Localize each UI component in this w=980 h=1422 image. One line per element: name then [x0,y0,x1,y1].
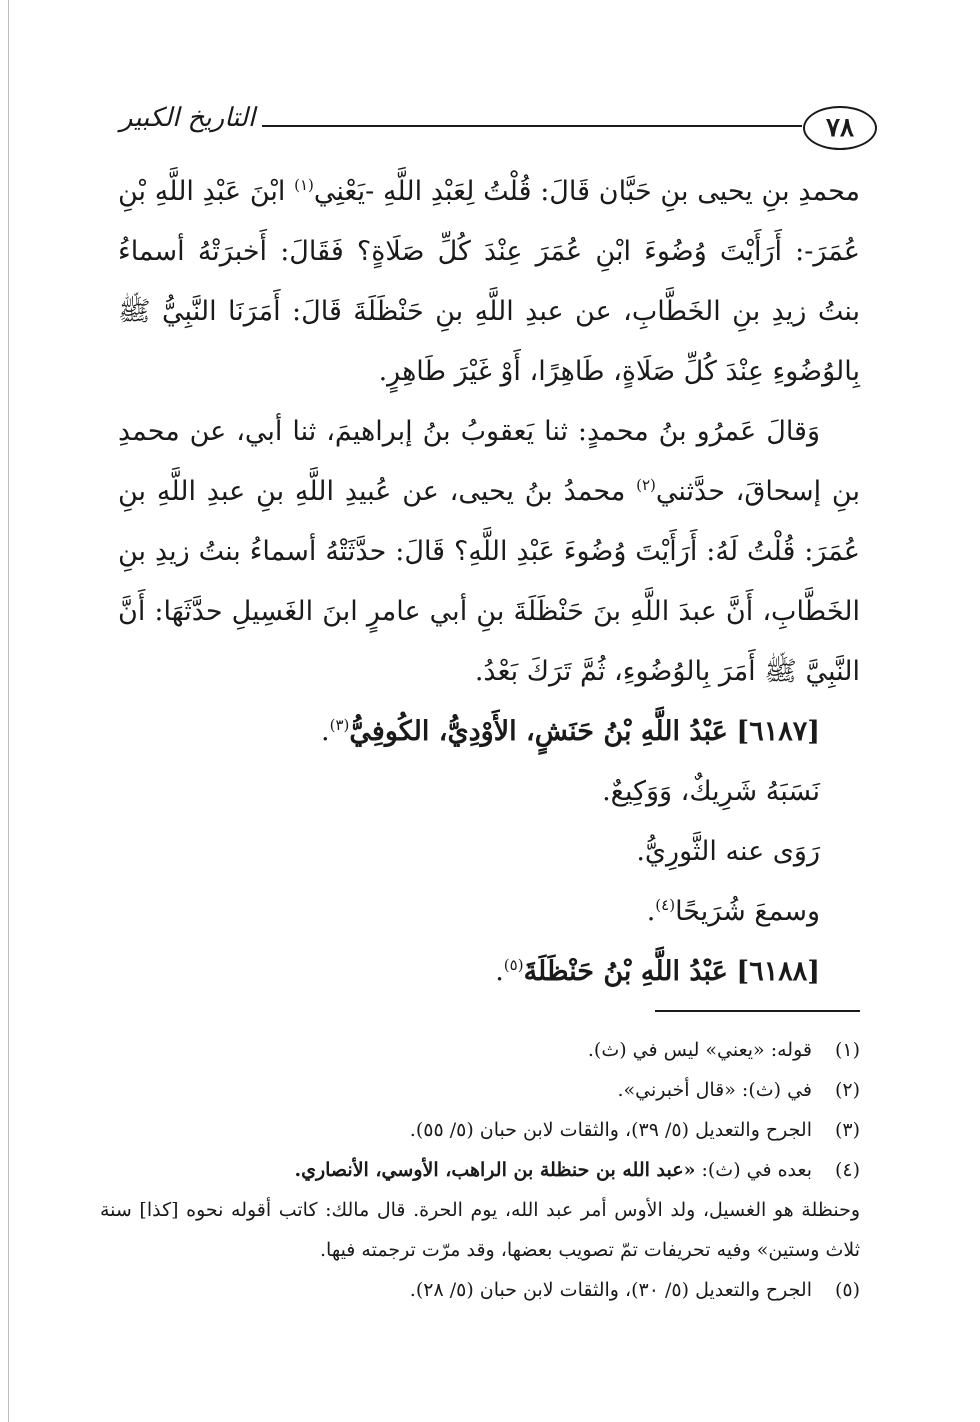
footnote-text: في (ث): «قال أخبرني». [617,1079,812,1101]
entry-6188 [118,942,820,1002]
footnote-text [100,1150,812,1190]
paragraph-2-text-b: محمدُ بنُ يحيى، عن عُبيدِ اللَّهِ بنِ عبدِ اللَّهِ بنِ عُمَرَ: قُلْتُ لَهُ: أَرَأَيْتَ وُضُوءَ عَبْدِ اللَّهِ؟ قَالَ: حدَّثَتْهُ أسماءُ بنتُ زيدِ بنِ الخَطَّابِ، أَنَّ عبدَ اللَّهِ بنَ حَنْظَلَةَ بنِ أبي عامرٍ ابنَ الغَسِيلِ حدَّثَهَا: أَنَّ النَّبِيَّ ﷺ أَمَرَ بِالوُضُوءِ، ثُمَّ تَرَكَ بَعْدُ. [118,476,860,687]
footnotes [100,1030,860,1310]
entry-6187-end: . [321,716,330,747]
paragraph-2 [118,402,860,702]
entry-line-3-end: . [646,896,656,927]
page-edge-line [8,0,9,1422]
entry-6188-number: [٦١٨٨] [736,956,820,987]
footnote-4-continuation: وحنظلة هو الغسيل، ولد الأوس أمر عبد الله، يوم الحرة. قال مالك: كاتب أقوله نحوه [كذا] سنة ثلاث وستين» وفيه تحريفات تمّ تصويب بعضها، وقد مرّت ترجمته فيها. [100,1199,860,1261]
footnote-text: الجرح والتعديل (٥/ ٣٠)، والثقات لابن حبان (٥/ ٢٨). [409,1279,812,1301]
main-text [118,162,860,1002]
footnote-4-lead: بعده في (ث): [695,1159,812,1181]
footnote-text: الجرح والتعديل (٥/ ٣٩)، والثقات لابن حبان (٥/ ٥٥). [409,1119,812,1141]
entry-line-2: رَوَى عنه الثَّورِيُّ. [636,836,820,867]
footnote-ref-5: (٥) [503,956,524,974]
entry-line-3 [118,882,820,942]
header-rule [262,125,802,127]
entry-6187 [118,702,820,762]
running-title: التاريخ الكبير [119,103,256,133]
footnote-ref-2: (٢) [636,476,656,494]
footnote-4 [100,1150,860,1190]
footnote-ref-4: (٤) [655,896,676,914]
footnote-3 [100,1110,860,1150]
footnote-number: (٢) [834,1079,860,1101]
paragraph-2-text-a: وَقالَ عَمرُو بنُ محمدٍ: ثنا يَعقوبُ بنُ إبراهيمَ، ثنا أبي، عن محمدِ بنِ إسحاقَ، حدَّثني [118,416,860,507]
entry-line-3-text: وسمعَ شُرَيحًا [675,896,820,927]
entry-6187-number: [٦١٨٧] [736,716,820,747]
footnote-ref-3: (٣) [329,716,350,734]
footnote-text: قوله: «يعني» ليس في (ث). [587,1039,812,1061]
page-header [0,0,980,160]
footnote-2 [100,1070,860,1110]
footnote-separator [655,1010,860,1012]
paragraph-1 [118,162,860,402]
paragraph-1-text-a: محمدِ بنِ يحيى بنِ حَبَّان قَالَ: قُلْتُ لِعَبْدِ اللَّهِ -يَعْنِي [313,176,860,207]
footnote-ref-1: (١) [294,176,314,194]
footnote-1 [100,1030,860,1070]
footnote-5 [100,1270,860,1310]
footnote-number: (٥) [834,1279,860,1301]
entry-6187-name: عَبْدُ اللَّهِ بْنُ حَنَشٍ، الأَوْدِيُّ، الكُوفِيُّ [349,716,728,747]
entry-6188-end: . [495,956,504,987]
page-number: ٧٨ [803,106,877,150]
entry-line-1: نَسَبَهُ شَرِيكٌ، وَوَكِيعٌ. [602,776,820,807]
footnote-number: (١) [834,1039,860,1061]
footnote-number: (٤) [834,1159,860,1181]
footnote-number: (٣) [834,1119,860,1141]
entry-6188-name: عَبْدُ اللَّهِ بْنُ حَنْظَلَةَ [523,956,728,987]
footnote-4-quote: «عبد الله بن حنظلة بن الراهب، الأوسي، الأنصاري. [294,1159,696,1181]
paragraph-1-text-b: ابْنَ عَبْدِ اللَّهِ بْنِ عُمَرَ-: أَرَأَيْتَ وُضُوءَ ابْنِ عُمَرَ عِنْدَ كُلِّ صَلَاةٍ؟ فَقَالَ: أَخبرَتْهُ أسماءُ بنتُ زيدِ بنِ الخَطَّابِ، عن عبدِ اللَّهِ بنِ حَنْظَلَةَ قَالَ: أَمَرَنَا النَّبِيُّ ﷺ بِالوُضُوءِ عِنْدَ كُلِّ صَلَاةٍ، طَاهِرًا، أَوْ غَيْرَ طَاهِرٍ. [118,176,860,387]
